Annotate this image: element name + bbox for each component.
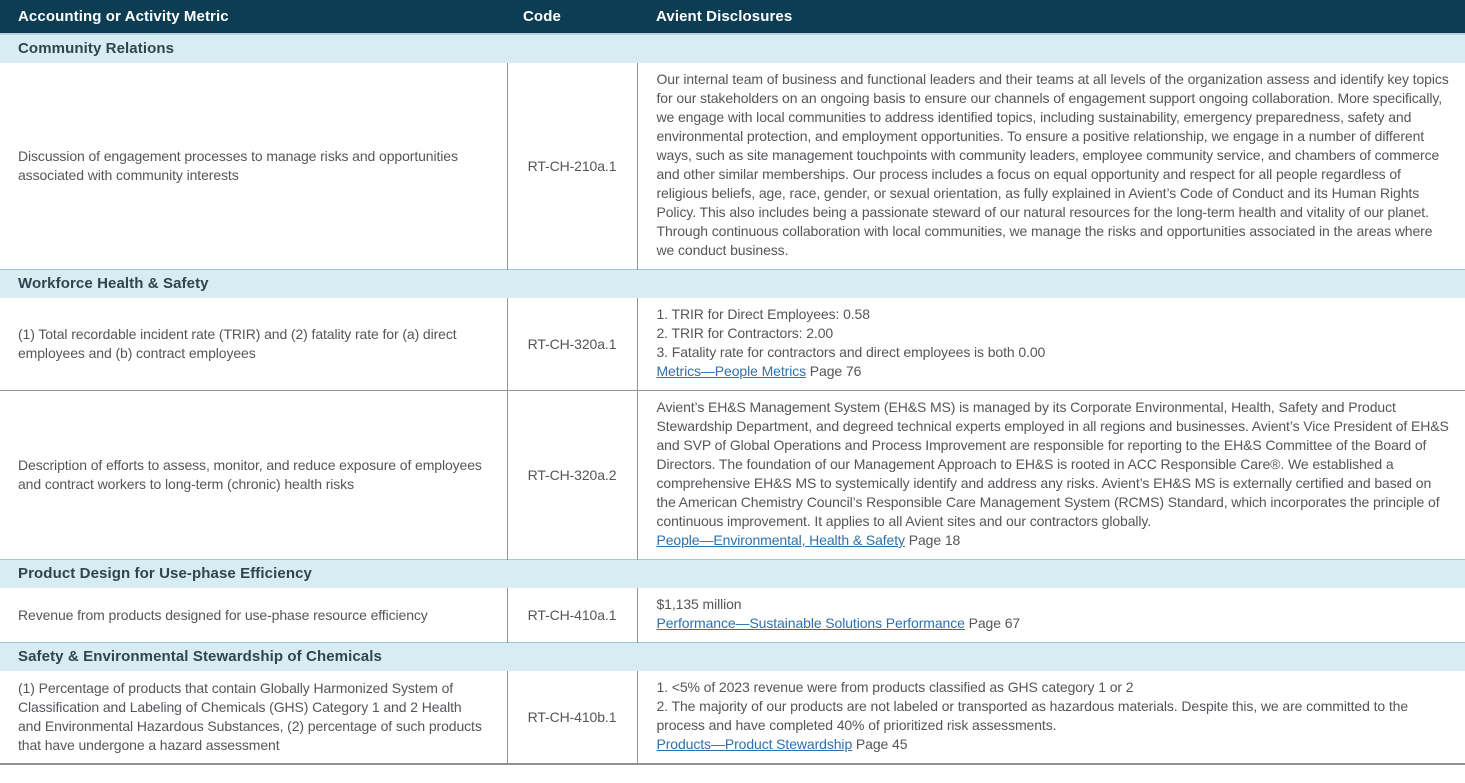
disclosure-line xyxy=(657,531,1450,550)
code-cell: RT-CH-410b.1 xyxy=(507,671,637,764)
code-cell: RT-CH-210a.1 xyxy=(507,63,637,270)
code-cell: RT-CH-410a.1 xyxy=(507,588,637,643)
code-cell: RT-CH-320a.2 xyxy=(507,391,637,560)
document-section-link[interactable]: People—Environmental, Health & Safety xyxy=(656,532,905,548)
disclosure-line xyxy=(657,735,1450,754)
section-header: Community Relations xyxy=(0,34,1465,63)
disclosure-line: 3. Fatality rate for contractors and direct employees is both 0.00 xyxy=(656,344,1046,360)
disclosure-cell xyxy=(637,63,1465,270)
section-header: Workforce Health & Safety xyxy=(0,270,1465,299)
page-reference: Page 18 xyxy=(904,532,961,548)
metric-cell: Revenue from products designed for use-phase resource efficiency xyxy=(0,588,507,643)
metric-cell: (1) Percentage of products that contain Globally Harmonized System of Classification and Labeling of Chemicals (GHS) Category 1 and 2 Health and Environmental Hazardous Substances, (2) percentage of such products that have undergone a hazard assessment xyxy=(0,671,507,764)
table-row xyxy=(0,671,1465,764)
disclosure-cell xyxy=(637,391,1465,560)
metric-cell: (1) Total recordable incident rate (TRIR) and (2) fatality rate for (a) direct employees and (b) contract employees xyxy=(0,298,507,391)
document-section-link[interactable]: Metrics—People Metrics xyxy=(656,363,807,379)
disclosure-line: 1. TRIR for Direct Employees: 0.58 xyxy=(656,306,870,322)
table-body xyxy=(0,34,1465,764)
document-section-link[interactable]: Products—Product Stewardship xyxy=(656,736,853,752)
disclosure-line: 2. The majority of our products are not labeled or transported as hazardous materials. Despite this, we are committed to the process and have completed 40% of prioritized risk assessments. xyxy=(656,698,1409,733)
column-header-metric: Accounting or Activity Metric xyxy=(0,0,507,34)
table-row xyxy=(0,588,1465,643)
page-reference: Page 67 xyxy=(964,615,1021,631)
metric-cell: Discussion of engagement processes to manage risks and opportunities associated with community interests xyxy=(0,63,507,270)
disclosure-line: Our internal team of business and functional leaders and their teams at all levels of the organization assess and identify key topics for our stakeholders on an ongoing basis to ensure our channels of engagement support ongoing collaboration. More specifically, we engage with local communities to address identified topics, including sustainability, emergency preparedness, safety and environmental protection, and employment opportunities. To ensure a positive relationship, we engage in a number of different ways, such as site management touchpoints with community leaders, employee community service, and chambers of commerce and other similar memberships. Our process includes a focus on equal opportunity and respect for all people regardless of religious beliefs, age, race, gender, or sexual orientation, as fully explained in Avient’s Code of Conduct and its Human Rights Policy. This also includes being a passionate steward of our natural resources for the long-term health and vitality of our planet. Through continuous collaboration with local communities, we manage the risks and opportunities associated in the areas where we conduct business. xyxy=(656,71,1449,258)
disclosure-line: 1. <5% of 2023 revenue were from products classified as GHS category 1 or 2 xyxy=(656,679,1134,695)
page-reference: Page 76 xyxy=(806,363,862,379)
disclosure-line: 2. TRIR for Contractors: 2.00 xyxy=(656,325,834,341)
metric-cell: Description of efforts to assess, monitor, and reduce exposure of employees and contract workers to long-term (chronic) health risks xyxy=(0,391,507,560)
column-header-code: Code xyxy=(507,0,637,34)
section-header: Safety & Environmental Stewardship of Chemicals xyxy=(0,643,1465,672)
disclosure-line xyxy=(657,362,1450,381)
disclosure-line: $1,135 million xyxy=(656,596,742,612)
code-cell: RT-CH-320a.1 xyxy=(507,298,637,391)
table-row xyxy=(0,391,1465,560)
table-header xyxy=(0,0,1465,34)
disclosure-cell xyxy=(637,588,1465,643)
disclosure-cell xyxy=(637,671,1465,764)
disclosure-line xyxy=(657,614,1450,633)
table-row xyxy=(0,298,1465,391)
document-section-link[interactable]: Performance—Sustainable Solutions Performance xyxy=(656,615,965,631)
disclosure-cell xyxy=(637,298,1465,391)
table-row xyxy=(0,63,1465,270)
column-header-disclosures: Avient Disclosures xyxy=(637,0,1465,34)
section-header: Product Design for Use-phase Efficiency xyxy=(0,560,1465,589)
page-reference: Page 45 xyxy=(852,736,908,752)
disclosure-line: Avient’s EH&S Management System (EH&S MS) is managed by its Corporate Environmental, Health, Safety and Product Stewardship Department, and degreed technical experts employed in all regions and businesses. Avient’s Vice President of EH&S and SVP of Global Operations and Process Improvement are responsible for reporting to the EH&S Committee of the Board of Directors. The foundation of our Management Approach to EH&S is rooted in ACC Responsible Care®. We established a comprehensive EH&S MS to systemically identify and address any risks. Avient’s EH&S MS is externally certified and based on the American Chemistry Council’s Responsible Care Management System (RCMS) Standard, which incorporates the principle of continuous improvement. It applies to all Avient sites and our contractors globally. xyxy=(656,399,1449,529)
